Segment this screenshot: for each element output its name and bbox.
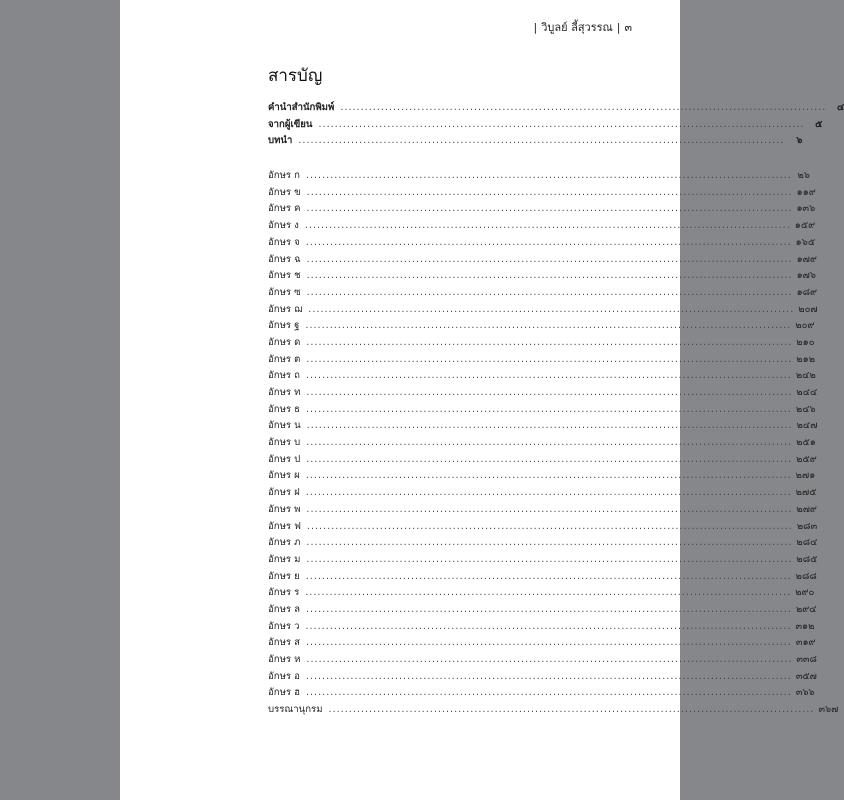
toc-leader-dots: ........................................................................................................................ — [340, 102, 827, 113]
toc-leader-dots: ........................................................................................................................ — [306, 270, 793, 282]
toc-entry — [268, 519, 818, 536]
toc-leader-dots: ........................................................................................................................ — [305, 403, 792, 415]
toc-leader-dots: ........................................................................................................................ — [306, 654, 793, 665]
toc-leader-dots: ........................................................................................................................ — [306, 186, 793, 198]
toc-leader-dots: ........................................................................................................................ — [305, 670, 792, 682]
table-of-contents — [268, 100, 844, 719]
toc-entry-label: อักษร ฮ — [268, 687, 300, 699]
toc-front-matter — [268, 100, 844, 150]
toc-entry-label: อักษร ภ — [268, 537, 301, 549]
toc-leader-dots: ........................................................................................................................ — [305, 637, 792, 649]
toc-entry-page: ๒๗๙ — [796, 503, 817, 515]
toc-leader-dots: ........................................................................................................................ — [306, 420, 793, 432]
toc-entry-page: ๒๗๑ — [795, 470, 816, 482]
toc-entry-page: ๒๗๕ — [795, 487, 817, 499]
toc-entry-label: อักษร ผ — [268, 470, 300, 482]
toc-leader-dots: ........................................................................................................................ — [306, 503, 793, 515]
toc-entry — [268, 468, 816, 485]
toc-back-matter — [268, 702, 839, 719]
toc-entry-label: อักษร น — [268, 420, 301, 432]
toc-entry — [268, 402, 816, 419]
toc-entry — [268, 235, 816, 252]
toc-entry — [268, 669, 817, 686]
toc-entry — [268, 352, 816, 369]
toc-entry-label: อักษร ค — [268, 203, 301, 215]
book-page — [120, 0, 844, 800]
toc-leader-dots: ........................................................................................................................ — [306, 437, 793, 449]
toc-entry-page: ๒๑๐ — [796, 336, 815, 348]
toc-entry-page: ๑๑๙ — [796, 186, 816, 198]
toc-entry-page: ๒๑๒ — [796, 353, 816, 365]
toc-entry-page: ๑๓๖ — [796, 203, 816, 215]
toc-entry-page: ๓๑๙ — [795, 637, 816, 649]
toc-entry-label: อักษร ด — [268, 336, 301, 348]
toc-entry-page: ๔ — [837, 102, 844, 113]
toc-entry — [268, 552, 818, 569]
toc-entry-page: ๒๘๕ — [796, 553, 818, 565]
toc-entry — [268, 335, 815, 352]
toc-entry — [268, 535, 818, 552]
toc-entry-label: อักษร ป — [268, 453, 301, 465]
toc-entry-page: ๓๖๖ — [795, 687, 815, 699]
toc-entry — [268, 185, 816, 202]
toc-entry-label: อักษร จ — [268, 236, 300, 248]
toc-leader-dots: ........................................................................................................................ — [298, 135, 785, 147]
toc-leader-dots: ........................................................................................................................ — [305, 370, 792, 382]
toc-entry-label: อักษร บ — [268, 437, 301, 449]
toc-entry-page: ๒๔๔ — [796, 387, 818, 398]
toc-entry — [268, 285, 818, 302]
toc-entry — [268, 685, 815, 702]
toc-leader-dots: ........................................................................................................................ — [306, 453, 793, 465]
toc-entry-label: อักษร ส — [268, 637, 300, 649]
toc-entry-label: อักษร ฝ — [268, 487, 300, 499]
toc-entry-label: อักษร ช — [268, 270, 301, 282]
toc-entry-page: ๒๔๗ — [796, 420, 818, 432]
toc-entry-page: ๓๖๗ — [818, 704, 839, 716]
toc-entry — [268, 485, 817, 502]
toc-entry-page: ๒๘๘ — [795, 570, 817, 582]
toc-leader-dots: ........................................................................................................................ — [306, 253, 793, 265]
toc-leader-dots: ........................................................................................................................ — [306, 203, 793, 215]
toc-entry-page: ๒๔๖ — [795, 403, 816, 415]
toc-entry — [268, 652, 817, 669]
toc-leader-dots: ........................................................................................................................ — [306, 553, 793, 565]
toc-entry-label: อักษร ฌ — [268, 303, 303, 315]
toc-leader-dots: ........................................................................................................................ — [305, 687, 792, 699]
toc-entry-label: อักษร ซ — [268, 286, 301, 298]
toc-entry-page: ๕ — [815, 118, 823, 130]
toc-leader-dots: ........................................................................................................................ — [306, 520, 793, 532]
toc-leader-dots: ........................................................................................................................ — [305, 603, 792, 615]
toc-entry — [268, 168, 810, 185]
toc-leader-dots: ........................................................................................................................ — [308, 303, 795, 315]
toc-leader-dots: ........................................................................................................................ — [305, 470, 792, 482]
toc-leader-dots: ........................................................................................................................ — [305, 587, 792, 599]
toc-leader-dots: ........................................................................................................................ — [305, 570, 792, 582]
toc-entry — [268, 619, 815, 636]
toc-entry — [268, 318, 815, 335]
toc-leader-dots: ........................................................................................................................ — [305, 487, 792, 499]
toc-entry — [268, 201, 816, 218]
toc-entry-label: อักษร ฟ — [268, 520, 301, 532]
toc-entry — [268, 502, 817, 519]
toc-entry — [268, 218, 816, 235]
toc-entry-label: อักษร ฐ — [268, 320, 300, 332]
toc-entry-label: อักษร ท — [268, 387, 301, 398]
toc-leader-dots: ........................................................................................................................ — [306, 387, 793, 398]
toc-entry — [268, 252, 817, 269]
toc-entry-page: ๖ — [796, 135, 803, 147]
toc-entry — [268, 368, 816, 385]
toc-entry-label: อักษร พ — [268, 503, 301, 515]
toc-entry-label: อักษร ม — [268, 553, 301, 565]
toc-entry-page: ๒๕๙ — [796, 453, 817, 465]
running-header: | วิบูลย์ ลี้สุวรรณ | ๓ — [533, 21, 632, 34]
toc-leader-dots: ........................................................................................................................ — [305, 320, 792, 332]
toc-entry — [268, 418, 818, 435]
toc-entry-page: ๑๘๙ — [796, 286, 818, 298]
toc-leader-dots: ........................................................................................................................ — [306, 336, 793, 348]
toc-entry-label: อักษร ข — [268, 186, 301, 198]
toc-entry-label: อักษร ล — [268, 603, 300, 615]
toc-entry-page: ๑๖๕ — [795, 236, 816, 248]
toc-leader-dots: ........................................................................................................................ — [306, 537, 793, 549]
toc-entry — [268, 268, 816, 285]
toc-entry — [268, 452, 817, 469]
toc-entry-page: ๒๘๓ — [796, 520, 818, 532]
page-number: ๓ — [624, 21, 632, 34]
toc-entry-page: ๒๔๒ — [795, 370, 816, 382]
toc-entry-label: อักษร ร — [268, 587, 300, 599]
toc-entry — [268, 385, 818, 402]
toc-entry-page: ๒๐๙ — [795, 320, 815, 332]
toc-entry-label: อักษร ธ — [268, 403, 300, 415]
toc-entry-page: ๓๑๒ — [795, 620, 815, 632]
toc-entry-label: อักษร ถ — [268, 370, 300, 382]
toc-entry-page: ๒๕๑ — [796, 437, 816, 449]
toc-leader-dots: ........................................................................................................................ — [305, 170, 792, 182]
toc-entry — [268, 569, 817, 586]
toc-leader-dots: ........................................................................................................................ — [306, 353, 793, 365]
toc-entry-label: อักษร ก — [268, 170, 300, 182]
toc-entry — [268, 133, 803, 150]
toc-entry-page: ๑๗๖ — [796, 270, 816, 282]
toc-entry-label: บรรณานุกรม — [268, 704, 323, 716]
toc-entry-page: ๓๓๘ — [796, 654, 817, 665]
toc-leader-dots: ........................................................................................................................ — [305, 236, 792, 248]
toc-leader-dots: ........................................................................................................................ — [305, 620, 792, 632]
toc-entry-label: อักษร ห — [268, 654, 301, 665]
toc-entry-page: ๒๐๗ — [798, 303, 818, 315]
toc-entry-label: จากผู้เขียน — [268, 118, 313, 130]
toc-entry-page: ๒๘๔ — [796, 537, 818, 549]
toc-entry — [268, 435, 816, 452]
toc-entry-label: บทนำ — [268, 135, 293, 147]
toc-entry — [268, 635, 816, 652]
toc-entry-label: อักษร ต — [268, 353, 301, 365]
toc-entry-label: อักษร ว — [268, 620, 300, 632]
toc-title: สารบัญ — [268, 66, 323, 86]
toc-leader-dots: ........................................................................................................................ — [304, 220, 791, 232]
toc-entry-label: อักษร ง — [268, 220, 299, 232]
toc-leader-dots: ........................................................................................................................ — [328, 704, 815, 716]
toc-entry-page: ๒๖ — [797, 170, 810, 182]
toc-entry-label: คำนำสำนักพิมพ์ — [268, 102, 335, 113]
toc-leader-dots: ........................................................................................................................ — [306, 286, 793, 298]
toc-entry — [268, 702, 839, 719]
toc-entry-page: ๓๕๗ — [795, 670, 817, 682]
toc-entry-page: ๒๙๔ — [795, 603, 817, 615]
toc-entry-page: ๒๙๐ — [795, 587, 815, 599]
toc-entry-label: อักษร ย — [268, 570, 300, 582]
toc-entry-label: อักษร ฉ — [268, 253, 301, 265]
toc-chapters — [268, 168, 818, 702]
toc-entry — [268, 302, 818, 319]
toc-entry — [268, 602, 817, 619]
toc-entry-page: ๑๕๙ — [794, 220, 816, 232]
toc-entry — [268, 585, 815, 602]
toc-entry — [268, 100, 844, 117]
toc-entry-label: อักษร อ — [268, 670, 300, 682]
toc-entry-page: ๑๗๙ — [796, 253, 817, 265]
toc-leader-dots: ........................................................................................................................ — [318, 118, 805, 130]
toc-entry — [268, 117, 823, 134]
author-name: วิบูลย์ ลี้สุวรรณ — [541, 21, 613, 34]
